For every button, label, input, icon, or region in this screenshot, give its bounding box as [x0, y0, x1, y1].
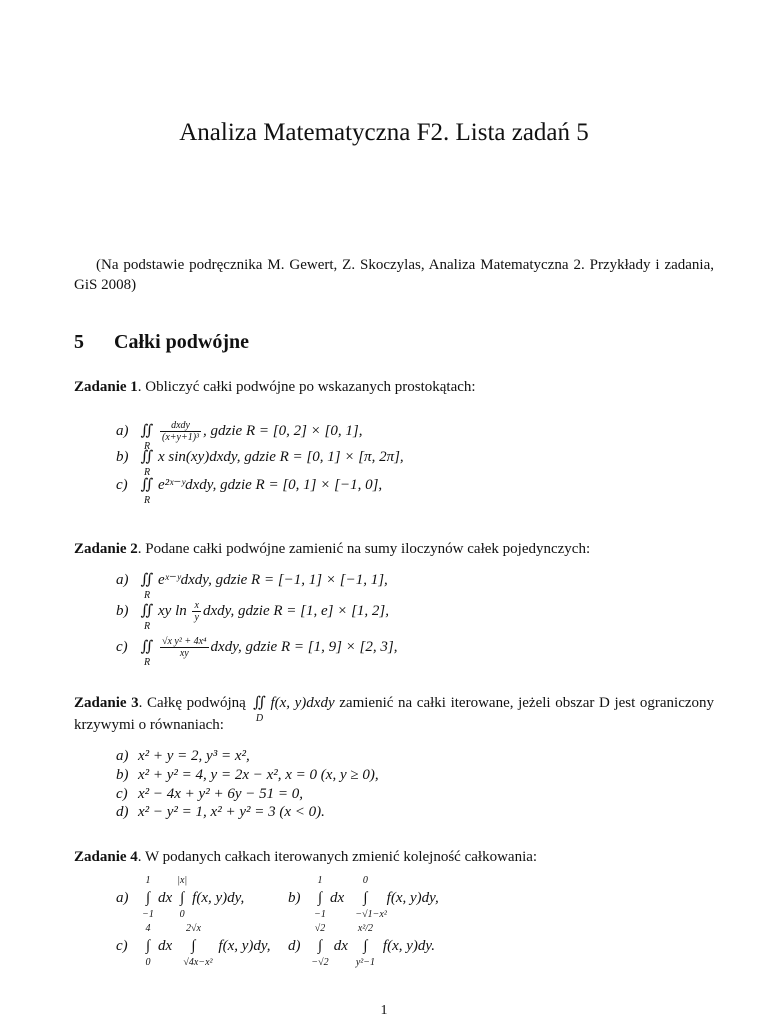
lower-limit: 0 — [145, 957, 151, 968]
item-expression: e²ˣ⁻ʸdxdy — [158, 477, 213, 493]
fraction — [160, 636, 209, 659]
lower-limit: −√1−x² — [355, 909, 387, 920]
double-integral-symbol: ∬ R — [138, 570, 156, 590]
lower-limit: −1 — [314, 909, 326, 920]
item-label: b) — [116, 767, 129, 783]
integral-symbol: ∫ |x| 0 — [172, 888, 192, 908]
upper-limit: 1 — [317, 875, 323, 886]
integral-region: R — [143, 467, 151, 478]
item-label: a) — [116, 890, 129, 906]
item-label: d) — [116, 804, 129, 820]
integral-symbol: ∫ 2√x √4x−x² — [183, 936, 203, 956]
item-label: b) — [288, 890, 301, 906]
task-3-expression: f(x, y)dxdy — [270, 695, 335, 711]
task-3-item-d — [116, 802, 325, 822]
item-rest: , gdzie R = [0, 1] × [−1, 0], — [212, 477, 383, 493]
task-3-item-a — [116, 746, 250, 766]
task-4-item-c — [116, 923, 271, 968]
integral-region: R — [143, 620, 151, 632]
item-rest: , gdzie R = [1, e] × [1, 2], — [230, 602, 390, 619]
task-3-item-c — [116, 784, 303, 804]
item-expression: xy ln — [158, 602, 191, 619]
fraction-denominator: y — [194, 612, 199, 623]
upper-limit: x²/2 — [357, 923, 374, 934]
integral-symbol: ∫ x²/2 y²−1 — [355, 936, 375, 956]
item-label: b) — [116, 449, 129, 465]
fraction — [192, 600, 200, 623]
item-rest: , gdzie R = [−1, 1] × [−1, 1], — [208, 572, 388, 588]
item-rest: , gdzie R = [1, 9] × [2, 3], — [238, 638, 398, 655]
upper-limit: 4 — [145, 923, 151, 934]
double-integral-symbol: ∬ R — [138, 421, 156, 441]
source-note: (Na podstawie podręcznika M. Gewert, Z. Skoczylas, Analiza Matematyczna 2. Przykłady i zadania, GiS 2008) — [74, 257, 714, 293]
task-3-label: Zadanie 3 — [74, 695, 139, 711]
task-4-item-a — [116, 875, 245, 920]
item-label: c) — [116, 638, 128, 655]
item-expression: x² − y² = 1, x² + y² = 3 (x < 0). — [138, 804, 325, 820]
integrand: f(x, y)dy, — [218, 938, 271, 954]
item-expression-post: dxdy — [202, 602, 231, 619]
section-heading — [74, 329, 249, 355]
task-4-text: . W podanych całkach iterowanych zmienić kolejność całkowania: — [137, 849, 538, 865]
fraction-numerator: √x y² + 4x⁴ — [162, 636, 207, 647]
lower-limit: 0 — [179, 909, 185, 920]
task-4-heading — [74, 846, 714, 868]
page-number: 1 — [380, 1003, 388, 1018]
task-1-heading — [74, 376, 714, 398]
task-4-item-d — [288, 923, 435, 968]
fraction-numerator: x — [194, 600, 199, 611]
item-label: c) — [116, 786, 128, 802]
upper-limit: 2√x — [185, 923, 201, 934]
task-1-item-c — [116, 475, 383, 506]
task-4-item-b — [288, 875, 439, 920]
integral-region: R — [143, 495, 151, 506]
task-3-text-pre: . Całkę podwójną — [138, 695, 246, 711]
task-2-item-b — [116, 600, 390, 632]
integral-region: R — [143, 440, 151, 452]
task-2-item-a — [116, 570, 388, 601]
integral-symbol: ∫ 0 −√1−x² — [355, 888, 375, 908]
differential: dx — [158, 890, 173, 906]
differential: dx — [330, 890, 345, 906]
task-4-label: Zadanie 4 — [74, 849, 138, 865]
fraction-numerator: dxdy — [160, 420, 201, 432]
task-2-text: . Podane całki podwójne zamienić na sumy iloczynów całek pojedynczych: — [137, 541, 591, 557]
task-3-text-post: zamienić na całki iterowane, jeżeli obszar D jest ograniczony krzywymi o równaniach: — [74, 695, 715, 733]
section-number: 5 — [74, 331, 84, 353]
double-integral-symbol: ∬ R — [138, 447, 156, 467]
item-label: c) — [116, 477, 128, 493]
differential: dx — [333, 938, 348, 954]
item-expression-post: dxdy — [210, 638, 239, 655]
integral-region: R — [143, 590, 151, 601]
item-expression: eˣ⁻ʸdxdy — [158, 572, 209, 588]
double-integral-symbol: ∬ R — [138, 601, 156, 621]
task-3-heading — [74, 692, 714, 736]
integral-region: D — [255, 713, 264, 724]
task-1-text: . Obliczyć całki podwójne po wskazanych prostokątach: — [137, 379, 476, 395]
integral-symbol: ∫ √2 −√2 — [310, 936, 330, 956]
document-title: Analiza Matematyczna F2. Lista zadań 5 — [179, 119, 589, 146]
upper-limit: √2 — [314, 923, 326, 934]
integral-symbol: ∫ 1 −1 — [310, 888, 330, 908]
differential: dx — [158, 938, 173, 954]
task-2-item-c — [116, 636, 398, 668]
item-label: b) — [116, 602, 129, 619]
item-label: d) — [288, 938, 301, 954]
double-integral-symbol: ∬ R — [138, 475, 156, 495]
item-label: a) — [116, 572, 129, 588]
item-label: c) — [116, 938, 128, 954]
integral-region: R — [143, 656, 151, 668]
integral-symbol: ∫ 4 0 — [138, 936, 158, 956]
task-2-heading — [74, 538, 714, 560]
integrand: f(x, y)dy. — [382, 938, 435, 954]
item-rest: , gdzie R = [0, 2] × [0, 1], — [203, 422, 363, 439]
task-3-item-b — [116, 765, 379, 785]
item-expression: x² + y = 2, y³ = x², — [138, 748, 250, 764]
integral-symbol: ∫ 1 −1 — [138, 888, 158, 908]
task-1-label: Zadanie 1 — [74, 379, 138, 395]
fraction-denominator: xy — [179, 648, 189, 659]
double-integral-symbol: ∬ D — [250, 692, 268, 714]
item-expression: x² − 4x + y² + 6y − 51 = 0, — [138, 786, 303, 802]
task-1-item-b — [116, 447, 404, 478]
lower-limit: −√2 — [311, 957, 329, 968]
upper-limit: 0 — [362, 875, 368, 886]
fraction — [160, 420, 201, 443]
item-expression: x² + y² = 4, y = 2x − x², x = 0 (x, y ≥ 0), — [138, 767, 379, 783]
item-expression: x sin(xy)dxdy — [158, 449, 237, 465]
lower-limit: √4x−x² — [183, 957, 213, 968]
task-1-item-a — [116, 420, 363, 452]
section-title: Całki podwójne — [114, 331, 250, 353]
upper-limit: |x| — [177, 875, 188, 886]
integrand: f(x, y)dy, — [386, 890, 439, 906]
fraction-denominator: (x+y+1)³ — [162, 432, 200, 443]
item-label: a) — [116, 748, 129, 764]
lower-limit: −1 — [142, 909, 154, 920]
task-2-label: Zadanie 2 — [74, 541, 138, 557]
upper-limit: 1 — [145, 875, 151, 886]
item-rest: , gdzie R = [0, 1] × [π, 2π], — [236, 449, 404, 465]
double-integral-symbol: ∬ R — [138, 637, 156, 657]
integrand: f(x, y)dy, — [192, 890, 245, 906]
item-label: a) — [116, 422, 129, 439]
lower-limit: y²−1 — [355, 957, 376, 968]
